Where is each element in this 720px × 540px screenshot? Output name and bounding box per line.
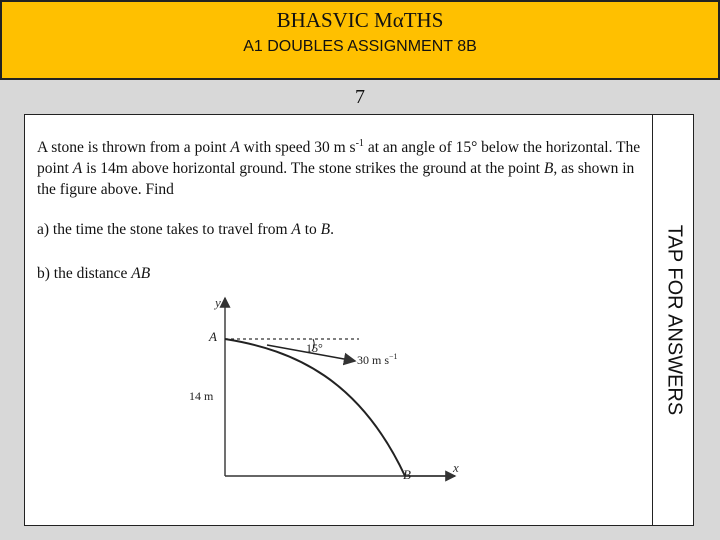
x-axis-label: x [453, 460, 459, 475]
tap-for-answers-label: TAP FOR ANSWERS [663, 224, 686, 416]
point-a-label: A [209, 329, 217, 344]
question-number: 7 [355, 86, 365, 108]
title-banner [0, 0, 720, 80]
angle-label: 15° [306, 341, 323, 355]
speed-label: 30 m $s^{-1}$ [357, 352, 398, 367]
part-a: a) the time the stone takes to travel from A to B. [37, 221, 334, 238]
point-b-label: B [403, 467, 411, 482]
tap-for-answers-button[interactable] [652, 114, 694, 526]
assignment-subtitle: A1 DOUBLES ASSIGNMENT 8B [243, 38, 477, 55]
part-b: b) the distance AB [37, 265, 151, 282]
projectile-figure [185, 290, 465, 486]
height-label: 14 m [189, 389, 214, 403]
brand-title: BHASVIC MαTHS [276, 8, 444, 32]
question-text: A stone is thrown from a point A with speed 30 m $s^{-1}$ at an angle of 15° below the horizontal. The point A is 14m above horizontal ground. The stone strikes the ground at the point B, as shown in the figure above. Find [37, 138, 641, 199]
y-axis-label: y [215, 295, 221, 310]
